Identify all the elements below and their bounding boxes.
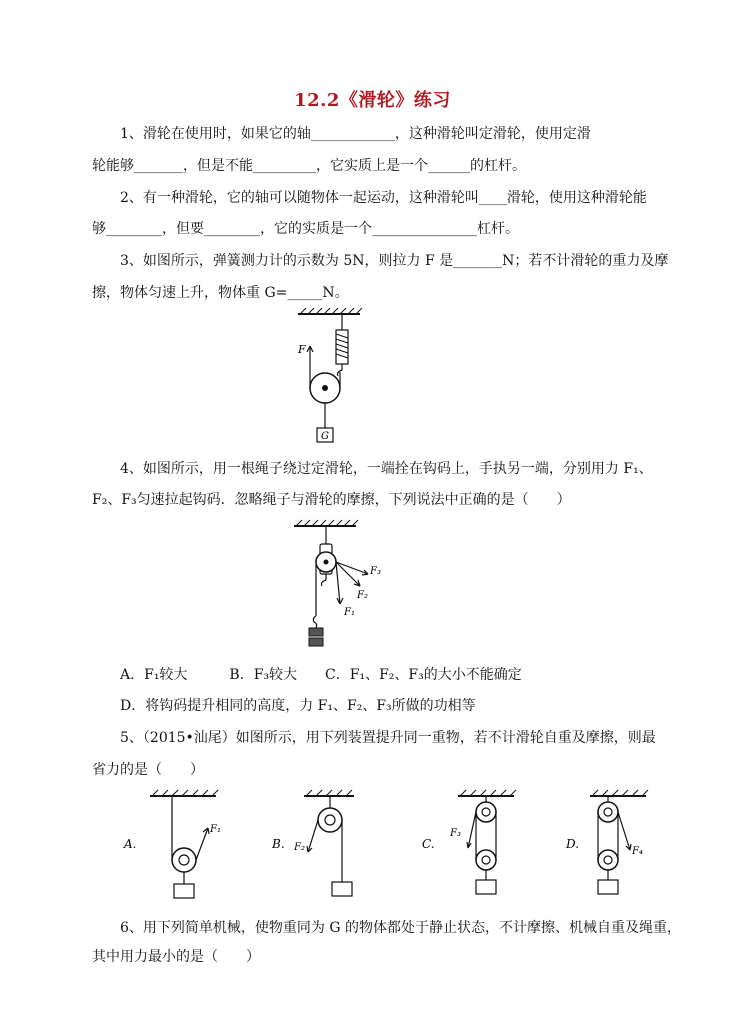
q5-option-c-figure <box>418 788 528 902</box>
page-title: 12.2《滑轮》练习 <box>294 90 451 111</box>
q4-f3-label: F₃ <box>370 566 381 577</box>
q4-line2: F₂、F₃匀速拉起钩码．忽略绳子与滑轮的摩擦，下列说法中正确的是（ ） <box>92 492 571 508</box>
q5-c-force: F₃ <box>450 828 461 839</box>
q1-line1: 1、滑轮在使用时，如果它的轴____________，这种滑轮叫定滑轮，使用定滑 <box>120 126 591 142</box>
q5-a-letter: A. <box>124 837 137 851</box>
q4-line1: 4、如图所示，用一根绳子绕过定滑轮，一端拴在钩码上，手执另一端，分别用力 F₁、 <box>120 461 653 477</box>
q5-line2: 省力的是（ ） <box>92 762 204 778</box>
q6-line1: 6、用下列简单机械，使物重同为 G 的物体都处于静止状态，不计摩擦、机械自重及绳重， <box>120 920 681 936</box>
q2-line2: 够________，但要________，它的实质是一个_______________杠杆。 <box>92 221 519 237</box>
q6-line2: 其中用力最小的是（ ） <box>92 949 260 965</box>
q4-options-line1: A．F₁较大 B．F₃较大 C．F₁、F₂、F₃的大小不能确定 <box>120 667 522 683</box>
q5-option-a-figure <box>118 788 238 902</box>
q3-weight-label: G <box>321 431 329 442</box>
q2-line1: 2、有一种滑轮，它的轴可以随物体一起运动，这种滑轮叫____滑轮，使用这种滑轮能 <box>120 190 647 206</box>
q1-line2: 轮能够_______，但是不能_________，它实质上是一个______的杠杆。 <box>92 158 526 174</box>
q5-b-force: F₂ <box>294 842 305 853</box>
q4-f1-label: F₁ <box>344 607 355 618</box>
q3-force-label: F <box>298 343 306 356</box>
q5-c-letter: C. <box>422 837 435 851</box>
q4-pulley-figure <box>290 518 390 658</box>
q5-line1: 5、（2015•汕尾）如图所示，用下列装置提升同一重物，若不计滑轮自重及摩擦，则最 <box>120 730 656 746</box>
q5-a-force: F₁ <box>210 824 221 835</box>
q3-line2: 擦，物体匀速上升，物体重 G=_____N。 <box>92 285 349 301</box>
q5-d-letter: D. <box>566 837 580 851</box>
q4-options-line2: D．将钩码提升相同的高度，力 F₁、F₂、F₃所做的功相等 <box>120 698 476 714</box>
q4-f2-label: F₂ <box>357 590 368 601</box>
q5-option-d-figure <box>560 788 670 902</box>
q3-line1: 3、如图所示，弹簧测力计的示数为 5N，则拉力 F 是_______N；若不计滑轮的重力及摩 <box>120 253 669 269</box>
q5-option-b-figure <box>268 788 368 902</box>
q5-b-letter: B. <box>272 837 285 851</box>
q3-pulley-figure <box>290 308 370 448</box>
q5-d-force: F₄ <box>632 846 643 857</box>
